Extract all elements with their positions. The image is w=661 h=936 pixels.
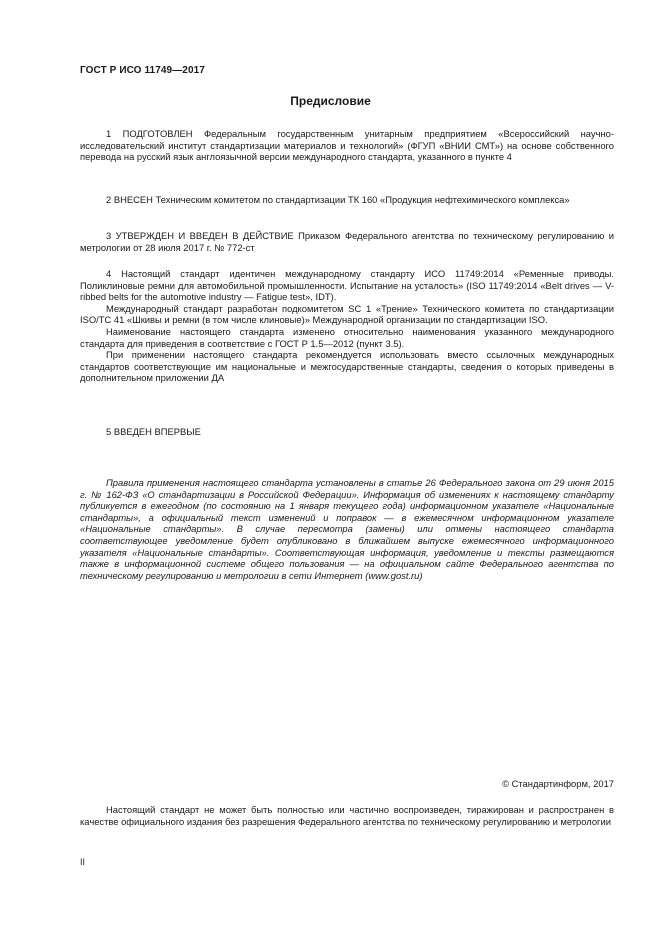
section-4-paragraph-2: Международный стандарт разработан подкомитетом SC 1 «Трение» Технического комитета по стандартизации ISO/TC 41 «Шкивы и ремни (в том числе клиновые)» Международной организации по стандартизации ISO. <box>80 302 614 326</box>
section-3 <box>80 230 614 253</box>
section-4 <box>80 268 614 384</box>
section-4-paragraph-1: 4 Настоящий стандарт идентичен международному стандарту ИСО 11749:2014 «Ременные приводы. Поликлиновые ремни для автомобильной промышленности. Испытание на усталость» (ISO 11749:2014 «Belt drives — V-ribbed belts for the automotive industry — Fatigue test», IDT). <box>80 268 614 303</box>
section-5-text: 5 ВВЕДЕН ВПЕРВЫЕ <box>106 426 201 437</box>
document-code: ГОСТ Р ИСО 11749—2017 <box>80 65 205 76</box>
rules-note <box>80 477 614 581</box>
section-1 <box>80 128 614 163</box>
section-5 <box>80 426 614 438</box>
copyright-notice: © Стандартинформ, 2017 <box>502 778 614 789</box>
section-4-paragraph-3: Наименование настоящего стандарта изменено относительно наименования указанного международного стандарта для приведения в соответствие с ГОСТ Р 1.5—2012 (пункт 3.5). <box>80 325 614 349</box>
section-4-paragraph-4: При применении настоящего стандарта рекомендуется использовать вместо ссылочных международных стандартов соответствующие им национальные и межгосударственные стандарты, сведения о которых приведены в дополнительном приложении ДА <box>80 349 614 384</box>
reproduction-note <box>80 804 614 827</box>
section-3-text: 3 УТВЕРЖДЕН И ВВЕДЕН В ДЕЙСТВИЕ Приказом Федерального агентства по техническому регулированию и метрологии от 28 июля 2017 г. № 772-ст <box>80 230 614 253</box>
section-1-text: 1 ПОДГОТОВЛЕН Федеральным государственным унитарным предприятием «Всероссийский научно-исследовательский институт стандартизации материалов и технологий» (ФГУП «ВНИИ СМТ») на основе собственного перевода на русский язык англоязычной версии международного стандарта, указанного в пункте 4 <box>80 128 614 163</box>
rules-note-text: Правила применения настоящего стандарта установлены в статье 26 Федерального закона от 29 июня 2015 г. № 162-ФЗ «О стандартизации в Российской Федерации». Информация об изменениях к настоящему стандарту публикуется в ежегодном (по состоянию на 1 января текущего года) информационном указателе «Национальные стандарты», а официальный текст изменений и поправок — в ежемесячном информационном указателе «Национальные стандарты». В случае пересмотра (замены) или отмены настоящего стандарта соответствующее уведомление будет опубликовано в ближайшем выпуске ежемесячного информационного указателя «Национальные стандарты». Соответствующая информация, уведомление и тексты размещаются также в информационной системе общего пользования — на официальном сайте Федерального агентства по техническому регулированию и метрологии в сети Интернет (www.gost.ru) <box>80 477 614 581</box>
page-title: Предисловие <box>290 94 371 108</box>
reproduction-note-text: Настоящий стандарт не может быть полностью или частично воспроизведен, тиражирован и распространен в качестве официального издания без разрешения Федерального агентства по техническому регулированию и метрологии <box>80 804 614 827</box>
section-2 <box>80 194 614 206</box>
section-2-text: 2 ВНЕСЕН Техническим комитетом по стандартизации ТК 160 «Продукция нефтехимического комплекса» <box>106 194 570 205</box>
page-number: II <box>80 857 86 867</box>
